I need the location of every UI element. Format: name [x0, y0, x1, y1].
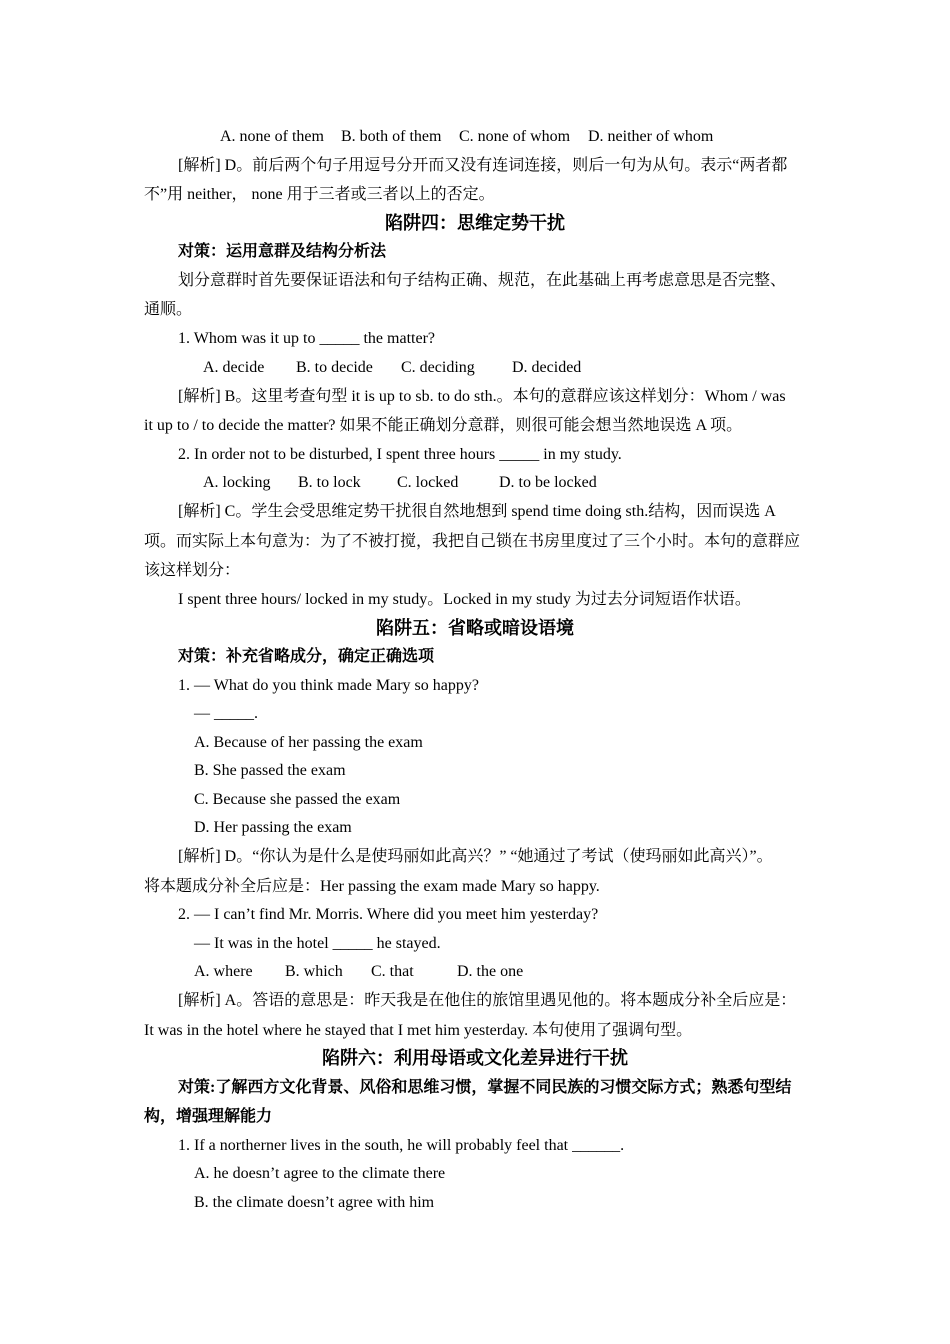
explanation-line: it up to / to decide the matter? 如果不能正确划分意群，则很可能会想当然地误选 A 项。	[144, 417, 743, 434]
option-a: A. locking	[203, 474, 271, 491]
section-strategy: 对策：运用意群及结构分析法	[178, 243, 387, 260]
section-strategy: 对策:了解西方文化背景、风俗和思维习惯，掌握不同民族的习惯交际方式；熟悉句型结	[178, 1079, 792, 1096]
q0-option-a: A. none of them	[220, 128, 324, 145]
q0-explanation-line: 不”用 neither， none 用于三者或三者以上的否定。	[144, 186, 495, 203]
explanation-line: 该这样划分：	[144, 562, 241, 579]
option-a: A. where	[194, 963, 253, 980]
question-reply: — _____.	[194, 705, 258, 722]
section-heading: 陷阱五：省略或暗设语境	[376, 618, 574, 638]
q0-option-d: D. neither of whom	[588, 128, 714, 145]
explanation-line: I spent three hours/ locked in my study。Locked in my study 为过去分词短语作状语。	[178, 591, 751, 608]
question-reply: — It was in the hotel _____ he stayed.	[194, 935, 441, 952]
option-a: A. decide	[203, 359, 265, 376]
option-d: D. to be locked	[499, 474, 597, 491]
section-intro-line: 通顺。	[144, 301, 193, 318]
option-b: B. which	[285, 963, 343, 980]
option-c: C. that	[371, 963, 414, 980]
option-d: D. Her passing the exam	[194, 819, 352, 836]
explanation-line: 将本题成分补全后应是：Her passing the exam made Mary so happy.	[144, 878, 600, 895]
question-options	[203, 473, 597, 493]
question-stem: 1. Whom was it up to _____ the matter?	[178, 330, 435, 347]
option-c: C. locked	[397, 474, 459, 491]
question-stem: 2. — I can’t find Mr. Morris. Where did you meet him yesterday?	[178, 906, 599, 923]
option-a: A. Because of her passing the exam	[194, 734, 423, 751]
section-heading: 陷阱六：利用母语或文化差异进行干扰	[322, 1048, 628, 1068]
explanation-line: 项。而实际上本句意为：为了不被打搅，我把自己锁在书房里度过了三个小时。本句的意群应	[144, 533, 801, 550]
question-stem: 2. In order not to be disturbed, I spent three hours _____ in my study.	[178, 446, 622, 463]
option-a: A. he doesn’t agree to the climate there	[194, 1165, 446, 1182]
question-options	[203, 358, 581, 378]
explanation-line: [解析] D。“你认为是什么是使玛丽如此高兴？” “她通过了考试（使玛丽如此高兴）”。	[178, 848, 773, 865]
question-stem: 1. — What do you think made Mary so happy?	[178, 677, 479, 694]
option-d: D. decided	[512, 359, 582, 376]
option-b: B. to lock	[298, 474, 361, 491]
option-b: B. She passed the exam	[194, 762, 346, 779]
q0-option-c: C. none of whom	[459, 128, 571, 145]
question-options	[194, 962, 523, 982]
q0-explanation-line: [解析] D。前后两个句子用逗号分开而又没有连词连接，则后一句为从句。表示“两者都	[178, 157, 788, 174]
q0-options	[220, 127, 713, 147]
option-b: B. to decide	[296, 359, 373, 376]
explanation-line: [解析] B。这里考查句型 it is up to sb. to do sth.。本句的意群应该这样划分：Whom / was	[178, 388, 786, 405]
question-stem: 1. If a northerner lives in the south, he will probably feel that ______.	[178, 1137, 625, 1154]
explanation-line: [解析] A。答语的意思是：昨天我是在他住的旅馆里遇见他的。将本题成分补全后应是：	[178, 992, 797, 1009]
q0-option-b: B. both of them	[341, 128, 442, 145]
section-strategy: 构，增强理解能力	[144, 1108, 273, 1125]
option-d: D. the one	[457, 963, 524, 980]
explanation-line: [解析] C。学生会受思维定势干扰很自然地想到 spend time doing sth.结构，因而误选 A	[178, 503, 776, 520]
option-c: C. Because she passed the exam	[194, 791, 401, 808]
explanation-line: It was in the hotel where he stayed that I met him yesterday. 本句使用了强调句型。	[144, 1022, 693, 1039]
section-strategy: 对策：补充省略成分，确定正确选项	[178, 648, 435, 665]
section-heading: 陷阱四：思维定势干扰	[385, 213, 565, 233]
option-b: B. the climate doesn’t agree with him	[194, 1194, 435, 1211]
section-intro-line: 划分意群时首先要保证语法和句子结构正确、规范，在此基础上再考虑意思是否完整、	[178, 272, 787, 289]
option-c: C. deciding	[401, 359, 475, 376]
